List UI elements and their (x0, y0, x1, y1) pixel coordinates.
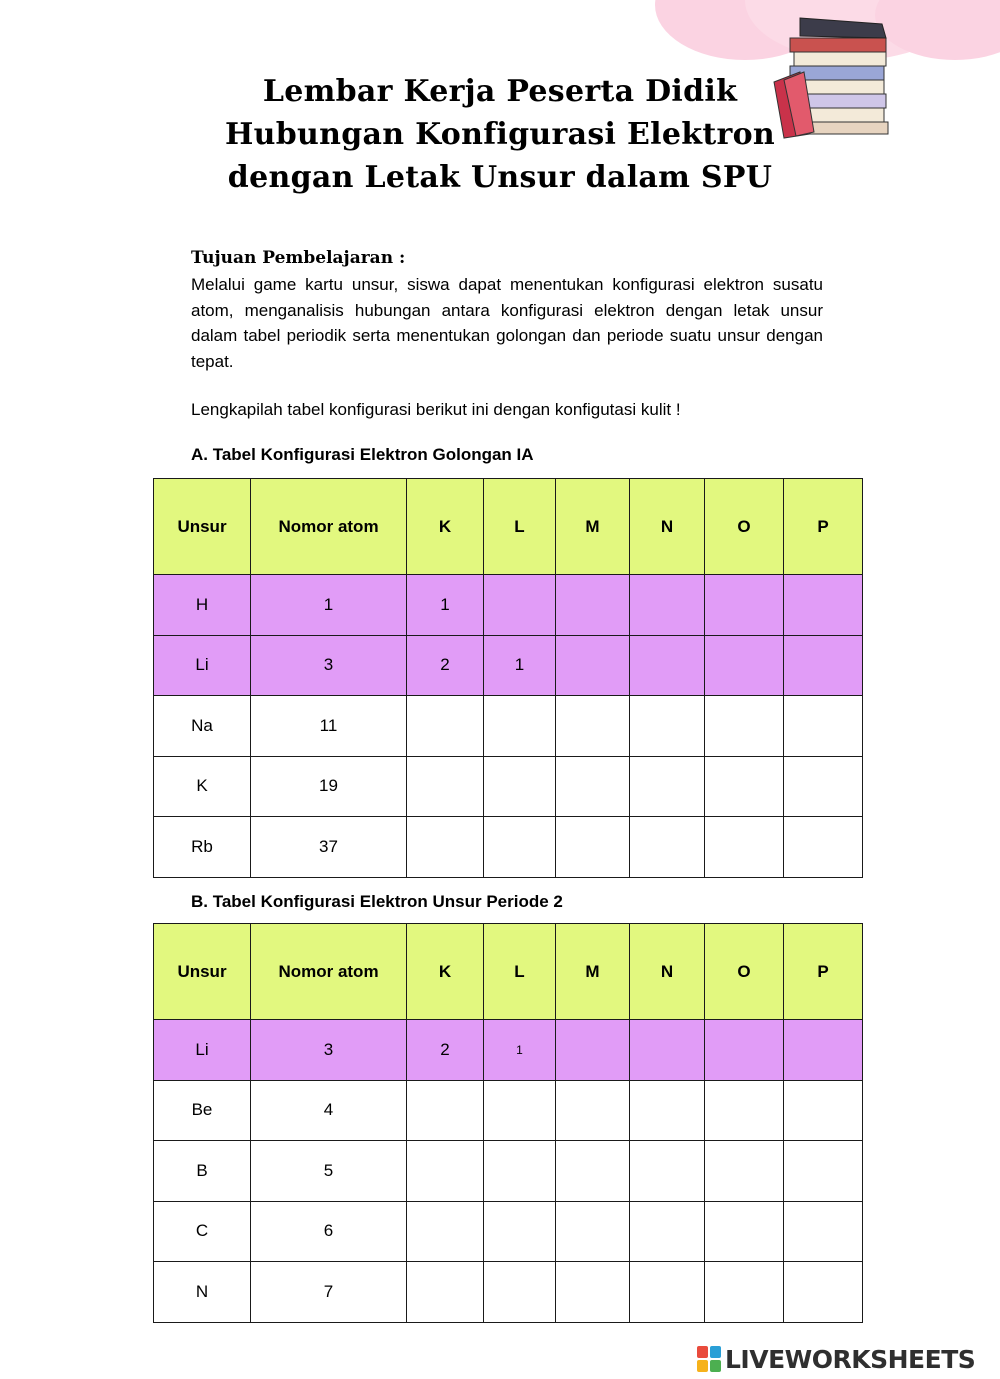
cell-m[interactable] (556, 1141, 630, 1202)
header-cell: Nomor atom (251, 479, 407, 575)
cell-l[interactable] (484, 1141, 556, 1202)
cell-l[interactable] (484, 1262, 556, 1323)
cell-unsur: Na (154, 696, 251, 757)
cell-m[interactable] (556, 1080, 630, 1141)
cell-k: 1 (407, 575, 484, 636)
table-b-title: B. Tabel Konfigurasi Elektron Unsur Periode 2 (191, 892, 563, 911)
table-row (154, 575, 863, 636)
cell-n[interactable] (630, 575, 705, 636)
cell-nomor: 11 (251, 696, 407, 757)
cell-l[interactable] (484, 1080, 556, 1141)
cell-k[interactable] (407, 1080, 484, 1141)
cell-o[interactable] (705, 1141, 784, 1202)
cell-unsur: Li (154, 635, 251, 696)
cell-l: 1 (484, 1020, 556, 1081)
cell-nomor: 1 (251, 575, 407, 636)
cell-k[interactable] (407, 756, 484, 817)
cell-l[interactable] (484, 696, 556, 757)
liveworksheets-brand (697, 1342, 975, 1376)
cell-unsur: Rb (154, 817, 251, 878)
cell-n[interactable] (630, 817, 705, 878)
header-cell: N (630, 924, 705, 1020)
header-cell: N (630, 479, 705, 575)
cell-k[interactable] (407, 817, 484, 878)
cell-nomor: 4 (251, 1080, 407, 1141)
page-title (140, 70, 860, 199)
header-cell: M (556, 479, 630, 575)
table-row (154, 1201, 863, 1262)
header-cell: Nomor atom (251, 924, 407, 1020)
cell-o[interactable] (705, 1020, 784, 1081)
cell-l[interactable] (484, 756, 556, 817)
header-cell: K (407, 479, 484, 575)
cell-nomor: 3 (251, 1020, 407, 1081)
cell-nomor: 3 (251, 635, 407, 696)
cell-m[interactable] (556, 817, 630, 878)
cell-m[interactable] (556, 635, 630, 696)
cell-o[interactable] (705, 756, 784, 817)
header-cell: Unsur (154, 479, 251, 575)
cell-unsur: H (154, 575, 251, 636)
cell-o[interactable] (705, 1080, 784, 1141)
cell-o[interactable] (705, 575, 784, 636)
table-row (154, 635, 863, 696)
objective-text: Melalui game kartu unsur, siswa dapat menentukan konfigurasi elektron susatu atom, menganalisis hubungan antara konfigurasi elektron dengan letak unsur dalam tabel periodik serta menentukan golongan dan periode suatu unsur dengan tepat. (191, 275, 823, 371)
cell-n[interactable] (630, 635, 705, 696)
cell-nomor: 5 (251, 1141, 407, 1202)
objective-heading: Tujuan Pembelajaran : (191, 248, 406, 268)
cell-k: 2 (407, 1020, 484, 1081)
cell-n[interactable] (630, 1141, 705, 1202)
cell-unsur: C (154, 1201, 251, 1262)
cell-p[interactable] (784, 635, 863, 696)
cell-k: 2 (407, 635, 484, 696)
table-a-title: A. Tabel Konfigurasi Elektron Golongan IA (191, 445, 534, 464)
title-line-1: Lembar Kerja Peserta Didik (262, 74, 738, 109)
cell-k[interactable] (407, 696, 484, 757)
liveworksheets-logo-icon (697, 1346, 721, 1372)
table-row (154, 1080, 863, 1141)
cell-p[interactable] (784, 756, 863, 817)
cell-p[interactable] (784, 1020, 863, 1081)
cell-l: 1 (484, 635, 556, 696)
header-cell: P (784, 479, 863, 575)
cell-o[interactable] (705, 635, 784, 696)
cell-n[interactable] (630, 696, 705, 757)
cell-p[interactable] (784, 1080, 863, 1141)
table-row (154, 696, 863, 757)
cell-p[interactable] (784, 1262, 863, 1323)
cell-m[interactable] (556, 1262, 630, 1323)
cell-l[interactable] (484, 1201, 556, 1262)
cell-unsur: B (154, 1141, 251, 1202)
header-cell: M (556, 924, 630, 1020)
cell-n[interactable] (630, 756, 705, 817)
table-row (154, 1262, 863, 1323)
header-cell: K (407, 924, 484, 1020)
cell-k[interactable] (407, 1262, 484, 1323)
cell-o[interactable] (705, 817, 784, 878)
cell-k[interactable] (407, 1141, 484, 1202)
cell-unsur: Li (154, 1020, 251, 1081)
header-cell: O (705, 479, 784, 575)
cell-p[interactable] (784, 575, 863, 636)
title-line-2: Hubungan Konfigurasi Elektron (224, 117, 776, 152)
table-header-row (154, 479, 863, 575)
table-header-row (154, 924, 863, 1020)
table-row (154, 756, 863, 817)
cell-unsur: N (154, 1262, 251, 1323)
cell-o[interactable] (705, 696, 784, 757)
cell-k[interactable] (407, 1201, 484, 1262)
cell-l[interactable] (484, 817, 556, 878)
cell-o[interactable] (705, 1201, 784, 1262)
cell-n[interactable] (630, 1080, 705, 1141)
table-row (154, 817, 863, 878)
cell-m[interactable] (556, 1201, 630, 1262)
header-cell: O (705, 924, 784, 1020)
cell-n[interactable] (630, 1020, 705, 1081)
cell-nomor: 6 (251, 1201, 407, 1262)
table-row (154, 1020, 863, 1081)
header-cell: Unsur (154, 924, 251, 1020)
table-b (153, 923, 863, 1323)
cell-n[interactable] (630, 1262, 705, 1323)
header-cell: L (484, 479, 556, 575)
header-cell: P (784, 924, 863, 1020)
table-a (153, 478, 863, 878)
cell-m[interactable] (556, 756, 630, 817)
cell-p[interactable] (784, 696, 863, 757)
header-cell: L (484, 924, 556, 1020)
cell-m[interactable] (556, 1020, 630, 1081)
cell-o[interactable] (705, 1262, 784, 1323)
cell-unsur: Be (154, 1080, 251, 1141)
cell-nomor: 19 (251, 756, 407, 817)
brand-text: LIVEWORKSHEETS (725, 1344, 976, 1374)
cell-p[interactable] (784, 1201, 863, 1262)
cell-nomor: 37 (251, 817, 407, 878)
title-line-3: dengan Letak Unsur dalam SPU (227, 160, 773, 195)
cell-unsur: K (154, 756, 251, 817)
cell-p[interactable] (784, 817, 863, 878)
table-row (154, 1141, 863, 1202)
cell-m[interactable] (556, 575, 630, 636)
cell-m[interactable] (556, 696, 630, 757)
cell-l[interactable] (484, 575, 556, 636)
instruction-text: Lengkapilah tabel konfigurasi berikut ini dengan konfigutasi kulit ! (191, 400, 681, 419)
cell-n[interactable] (630, 1201, 705, 1262)
cell-nomor: 7 (251, 1262, 407, 1323)
cell-p[interactable] (784, 1141, 863, 1202)
